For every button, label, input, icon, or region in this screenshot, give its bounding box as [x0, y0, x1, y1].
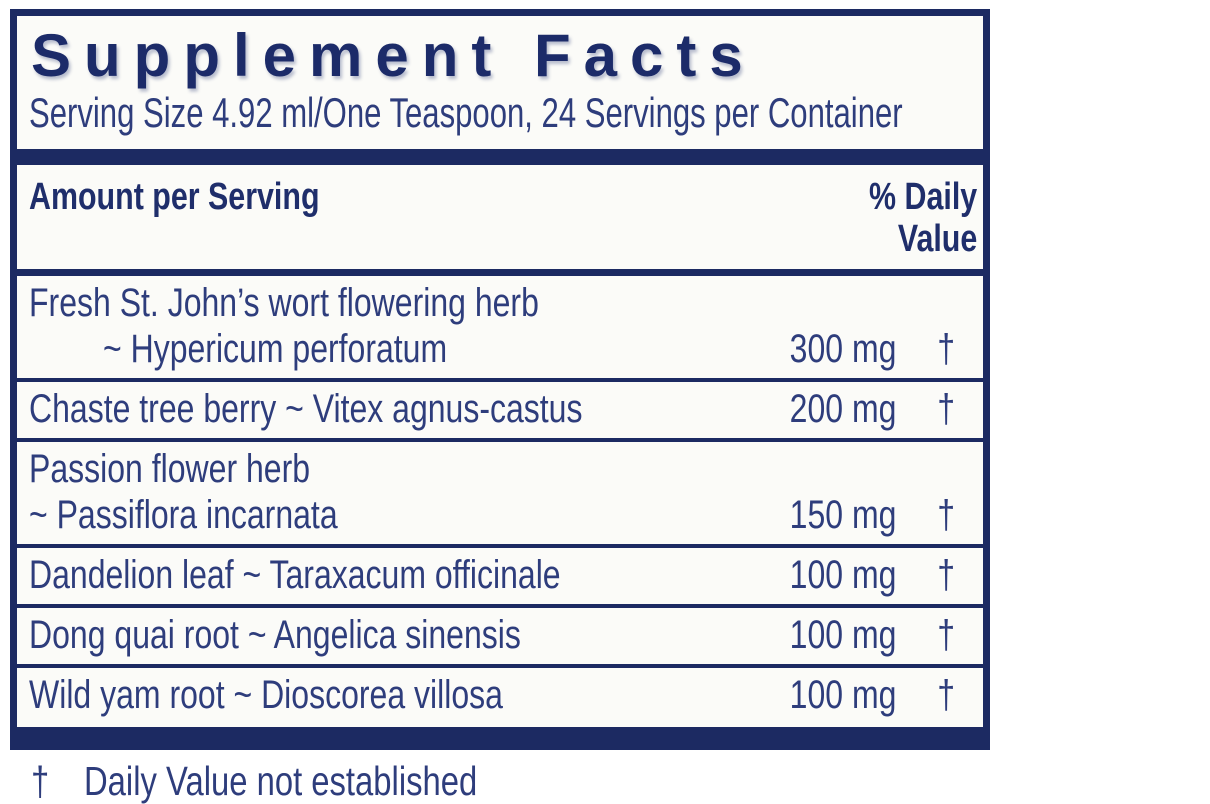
footnote-text: Daily Value not established [83, 758, 478, 804]
ingredient-row [17, 668, 983, 722]
ingredient-name-block [29, 672, 763, 718]
ingredient-name: Fresh St. John’s wort flowering herb [29, 281, 539, 325]
serving-size-text: Serving Size 4.92 ml/One Teaspoon, 24 Servings per Container [29, 89, 903, 136]
ingredient-name-block [29, 552, 763, 598]
label-title: Supplement Facts [31, 22, 756, 89]
ingredient-latin-name: ~ Hypericum perforatum [103, 327, 448, 371]
ingredient-name: Passion flower herb [29, 447, 311, 491]
dagger-symbol: † [31, 758, 50, 804]
daily-value-dagger: † [937, 493, 955, 537]
divider-thick-bottom [17, 727, 983, 745]
ingredient-name: Dandelion leaf ~ Taraxacum officinale [29, 553, 561, 597]
daily-value-dagger: † [937, 613, 955, 657]
dv-header-line2: Value [897, 218, 977, 260]
ingredient-amount: 150 mg [789, 493, 897, 537]
ingredient-latin-name: ~ Passiflora incarnata [29, 493, 338, 537]
serving-size-line [29, 89, 971, 136]
ingredient-row [17, 548, 983, 608]
column-header-row [17, 165, 983, 269]
ingredient-name-block [29, 446, 763, 538]
ingredient-row [17, 382, 983, 442]
ingredient-name-block [29, 612, 763, 658]
ingredient-name: Dong quai root ~ Angelica sinensis [29, 613, 521, 657]
ingredient-row [17, 608, 983, 668]
ingredient-row [17, 276, 983, 382]
ingredient-row [17, 442, 983, 548]
daily-value-dagger: † [937, 387, 955, 431]
ingredient-amount: 100 mg [789, 613, 897, 657]
percent-daily-value-header [842, 176, 977, 260]
dv-header-line1: % Daily [868, 176, 977, 218]
daily-value-dagger: † [937, 553, 955, 597]
label-panel [10, 9, 990, 804]
ingredient-name-block [29, 280, 763, 372]
ingredient-amount: 200 mg [789, 387, 897, 431]
ingredient-amount: 100 mg [789, 673, 897, 717]
daily-value-dagger: † [937, 327, 955, 371]
ingredient-amount: 100 mg [789, 553, 897, 597]
ingredient-amount: 300 mg [789, 327, 897, 371]
ingredient-name-block [29, 386, 763, 432]
divider-medium [17, 269, 983, 276]
daily-value-dagger: † [937, 673, 955, 717]
ingredient-name: Chaste tree berry ~ Vitex agnus-castus [29, 387, 583, 431]
footnote [17, 745, 983, 804]
divider-thick-top [17, 149, 983, 165]
ingredient-name: Wild yam root ~ Dioscorea villosa [29, 673, 503, 717]
amount-per-serving-header: Amount per Serving [29, 176, 320, 218]
